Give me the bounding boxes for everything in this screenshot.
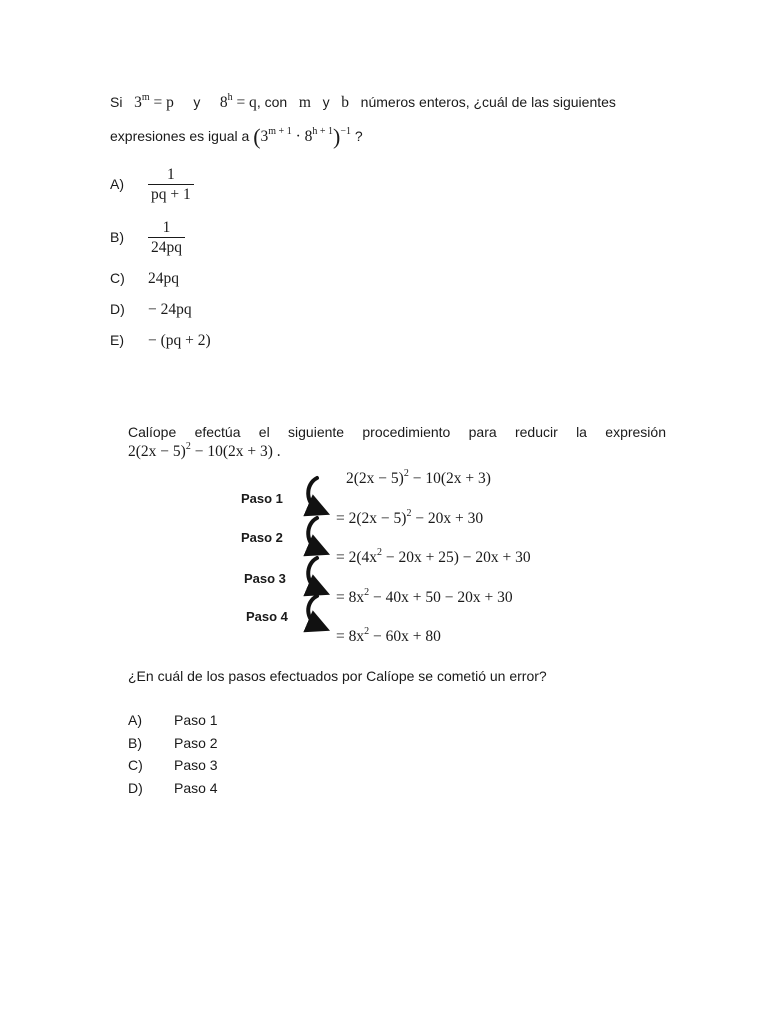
q1-conjunction: y — [193, 94, 201, 110]
option-text: Paso 1 — [174, 712, 218, 728]
procedure-line-2: = $2(4x^2 - 20x + 25) - 20x + 30$ — [336, 547, 531, 566]
procedure-line-1: = $2(2x - 5)^2 - 20x + 30$ — [336, 508, 484, 527]
option-text: 24pq — [148, 270, 179, 287]
step-label-1: Paso 1 — [241, 491, 283, 506]
q1-option-d[interactable] — [110, 301, 192, 319]
q1-statement-line1: Si 3$^m$ = p y 8$^h$ = q, con m y b números enteros, ¿cuál de las siguientes — [110, 92, 616, 111]
procedure-line-3: = $8x^2 - 40x + 50 - 20x + 30$ — [336, 587, 513, 606]
q1-option-c[interactable] — [110, 270, 179, 288]
q1-intro-word: Si — [110, 94, 123, 110]
q2-option-d[interactable] — [128, 780, 218, 796]
q1-target-expression: $(3^{m + 1} \cdot 8^{h + 1})^{-1}$ — [253, 124, 351, 149]
q2-option-c[interactable] — [128, 757, 218, 773]
step-label-4: Paso 4 — [246, 609, 288, 624]
q1-statement-line2: expresiones es igual a $(3^{m + 1} \cdot 8^{h + 1})^{-1}$ ? — [110, 124, 363, 149]
q1-option-a[interactable] — [110, 166, 194, 204]
q2-option-a[interactable] — [128, 712, 218, 728]
q1-option-b[interactable] — [110, 219, 185, 257]
option-letter: E) — [110, 332, 124, 348]
option-letter: C) — [128, 757, 143, 773]
q2-intro-line1: Calíope efectúa el siguiente procedimiento para reducir la expresión — [128, 424, 666, 440]
option-letter: D) — [128, 780, 143, 796]
step-label-2: Paso 2 — [241, 530, 283, 545]
step-label-3: Paso 3 — [244, 571, 286, 586]
step-arrows — [295, 472, 335, 642]
option-letter: A) — [128, 712, 142, 728]
q2-question: ¿En cuál de los pasos efectuados por Calíope se cometió un error? — [128, 668, 547, 684]
option-letter: B) — [128, 735, 142, 751]
option-text: − (pq + 2) — [148, 332, 211, 349]
option-letter: A) — [110, 175, 124, 192]
procedure-line-0: $2(2x - 5)^2 - 10(2x + 3)$ — [346, 468, 491, 487]
option-text: Paso 3 — [174, 757, 218, 773]
fraction: $\frac{1}{pq + 1}$ — [148, 166, 194, 204]
q1-var-b: b — [341, 94, 349, 111]
option-letter: D) — [110, 301, 125, 317]
option-letter: B) — [110, 228, 124, 245]
q2-option-b[interactable] — [128, 735, 218, 751]
option-text: Paso 2 — [174, 735, 218, 751]
q1-var-m: m — [298, 94, 311, 111]
procedure-line-4: = $8x^2 - 60x + 80$ — [336, 626, 441, 645]
option-text: − 24pq — [148, 301, 192, 318]
option-text: Paso 4 — [174, 780, 218, 796]
fraction: $\frac{1}{24pq}$ — [148, 219, 185, 257]
q1-p-definition: 3$^m$ = p — [134, 92, 174, 111]
q1-option-e[interactable] — [110, 332, 211, 350]
option-letter: C) — [110, 270, 125, 286]
q2-intro-expression: $2(2x - 5)^2 - 10(2x + 3)$ . — [128, 441, 281, 460]
curved-arrow-icon — [308, 478, 319, 626]
q1-q-definition: 8$^h$ = q — [219, 92, 257, 111]
